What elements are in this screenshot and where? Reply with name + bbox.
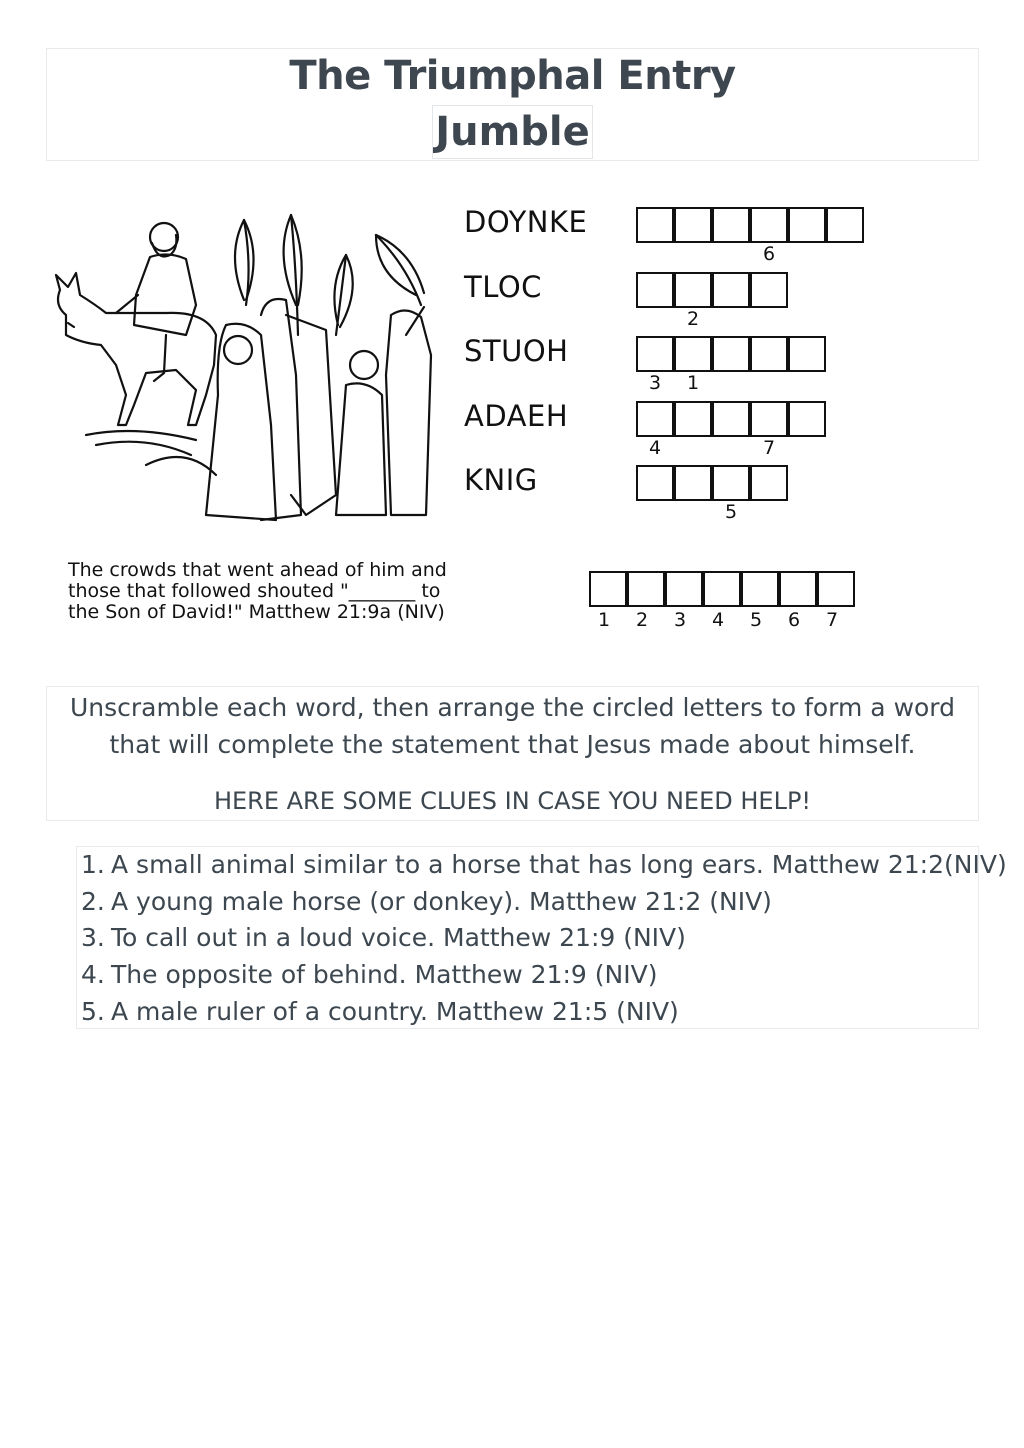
- scrambled-word: ADAEH: [464, 398, 569, 433]
- clue-text: A young male horse (or donkey). Matthew 21:2 (NIV): [111, 886, 772, 916]
- letter-box[interactable]: [712, 207, 750, 243]
- clues-box: [76, 846, 1007, 1029]
- page-subtitle: Jumble: [432, 105, 593, 159]
- answer-position-number: 1: [597, 609, 611, 631]
- letter-box[interactable]: [636, 401, 674, 437]
- letter-position-number: 3: [648, 372, 662, 394]
- clue-number: 5.: [81, 996, 105, 1026]
- answer-position-number: 4: [711, 609, 725, 631]
- answer-position-number: 3: [673, 609, 687, 631]
- scrambled-word: DOYNKE: [464, 205, 588, 239]
- letter-box[interactable]: [750, 465, 788, 501]
- letter-box[interactable]: [750, 401, 788, 437]
- clues-list: [81, 847, 1007, 1031]
- letter-box[interactable]: [636, 207, 674, 243]
- answer-position-number: 7: [825, 609, 839, 631]
- letter-box[interactable]: [750, 336, 788, 372]
- clue-text: A small animal similar to a horse that has long ears. Matthew 21:2(NIV): [111, 850, 1007, 879]
- letter-box[interactable]: [788, 207, 826, 243]
- clue-item: [81, 957, 1007, 994]
- letter-box[interactable]: [674, 272, 712, 308]
- clue-item: [81, 847, 1007, 884]
- letter-position-number: 4: [648, 436, 662, 459]
- letter-box[interactable]: [788, 401, 826, 437]
- answer-letter-box[interactable]: [665, 571, 703, 607]
- clue-item: [81, 920, 1007, 957]
- quote-line: The crowds that went ahead of him and: [68, 559, 447, 581]
- letter-box[interactable]: [674, 465, 712, 501]
- letter-box[interactable]: [674, 336, 712, 372]
- letter-position-number: 2: [686, 307, 700, 330]
- clue-item: [81, 884, 1007, 921]
- letter-box[interactable]: [674, 401, 712, 437]
- quote-line: the Son of David!" Matthew 21:9a (NIV): [68, 601, 445, 623]
- letter-position-number: 5: [724, 501, 738, 523]
- scrambled-word: KNIG: [464, 463, 538, 497]
- letter-box[interactable]: [712, 336, 750, 372]
- answer-letter-box[interactable]: [817, 571, 855, 607]
- letter-box[interactable]: [636, 336, 674, 372]
- clue-item: [81, 994, 1007, 1031]
- clue-text: To call out in a loud voice. Matthew 21:9 (NIV): [111, 923, 686, 953]
- answer-letter-box[interactable]: [779, 571, 817, 607]
- clue-text: The opposite of behind. Matthew 21:9 (NIV): [111, 960, 658, 990]
- scrambled-word: STUOH: [464, 334, 569, 368]
- letter-position-number: 6: [762, 243, 776, 265]
- answer-letter-box[interactable]: [627, 571, 665, 607]
- quote-line: those that followed shouted "_______ to: [68, 580, 441, 602]
- title-box: [46, 48, 979, 161]
- letter-box[interactable]: [674, 207, 712, 243]
- letter-box[interactable]: [750, 207, 788, 243]
- scripture-quote: [68, 560, 508, 623]
- answer-position-number: 6: [787, 609, 801, 631]
- scrambled-word: TLOC: [464, 269, 542, 304]
- answer-position-number: 5: [749, 609, 763, 631]
- letter-box[interactable]: [826, 207, 864, 243]
- answer-letter-box[interactable]: [741, 571, 779, 607]
- letter-box[interactable]: [788, 336, 826, 372]
- page-title: The Triumphal Entry: [289, 53, 736, 99]
- clue-number: 3.: [81, 923, 105, 953]
- letter-box[interactable]: [636, 272, 674, 308]
- clue-number: 2.: [81, 886, 105, 916]
- answer-letter-box[interactable]: [589, 571, 627, 607]
- instructions-box: [46, 686, 979, 821]
- clue-number: 4.: [81, 960, 105, 990]
- letter-position-number: 1: [686, 372, 700, 394]
- letter-box[interactable]: [750, 272, 788, 308]
- letter-position-number: 7: [762, 436, 776, 459]
- answer-position-number: 2: [635, 609, 649, 631]
- clue-text: A male ruler of a country. Matthew 21:5 (NIV): [111, 996, 679, 1026]
- jumble-puzzle: [46, 195, 946, 655]
- instructions-text: Unscramble each word, then arrange the circled letters to form a word that will complete the statement that Jesus made about himself.: [69, 693, 956, 759]
- clues-heading: HERE ARE SOME CLUES IN CASE YOU NEED HELP!: [213, 787, 812, 815]
- letter-box[interactable]: [712, 401, 750, 437]
- letter-box[interactable]: [636, 465, 674, 501]
- answer-letter-box[interactable]: [703, 571, 741, 607]
- clue-number: 1.: [81, 850, 105, 879]
- letter-box[interactable]: [712, 465, 750, 501]
- palm-sunday-illustration: [46, 195, 446, 540]
- letter-box[interactable]: [712, 272, 750, 308]
